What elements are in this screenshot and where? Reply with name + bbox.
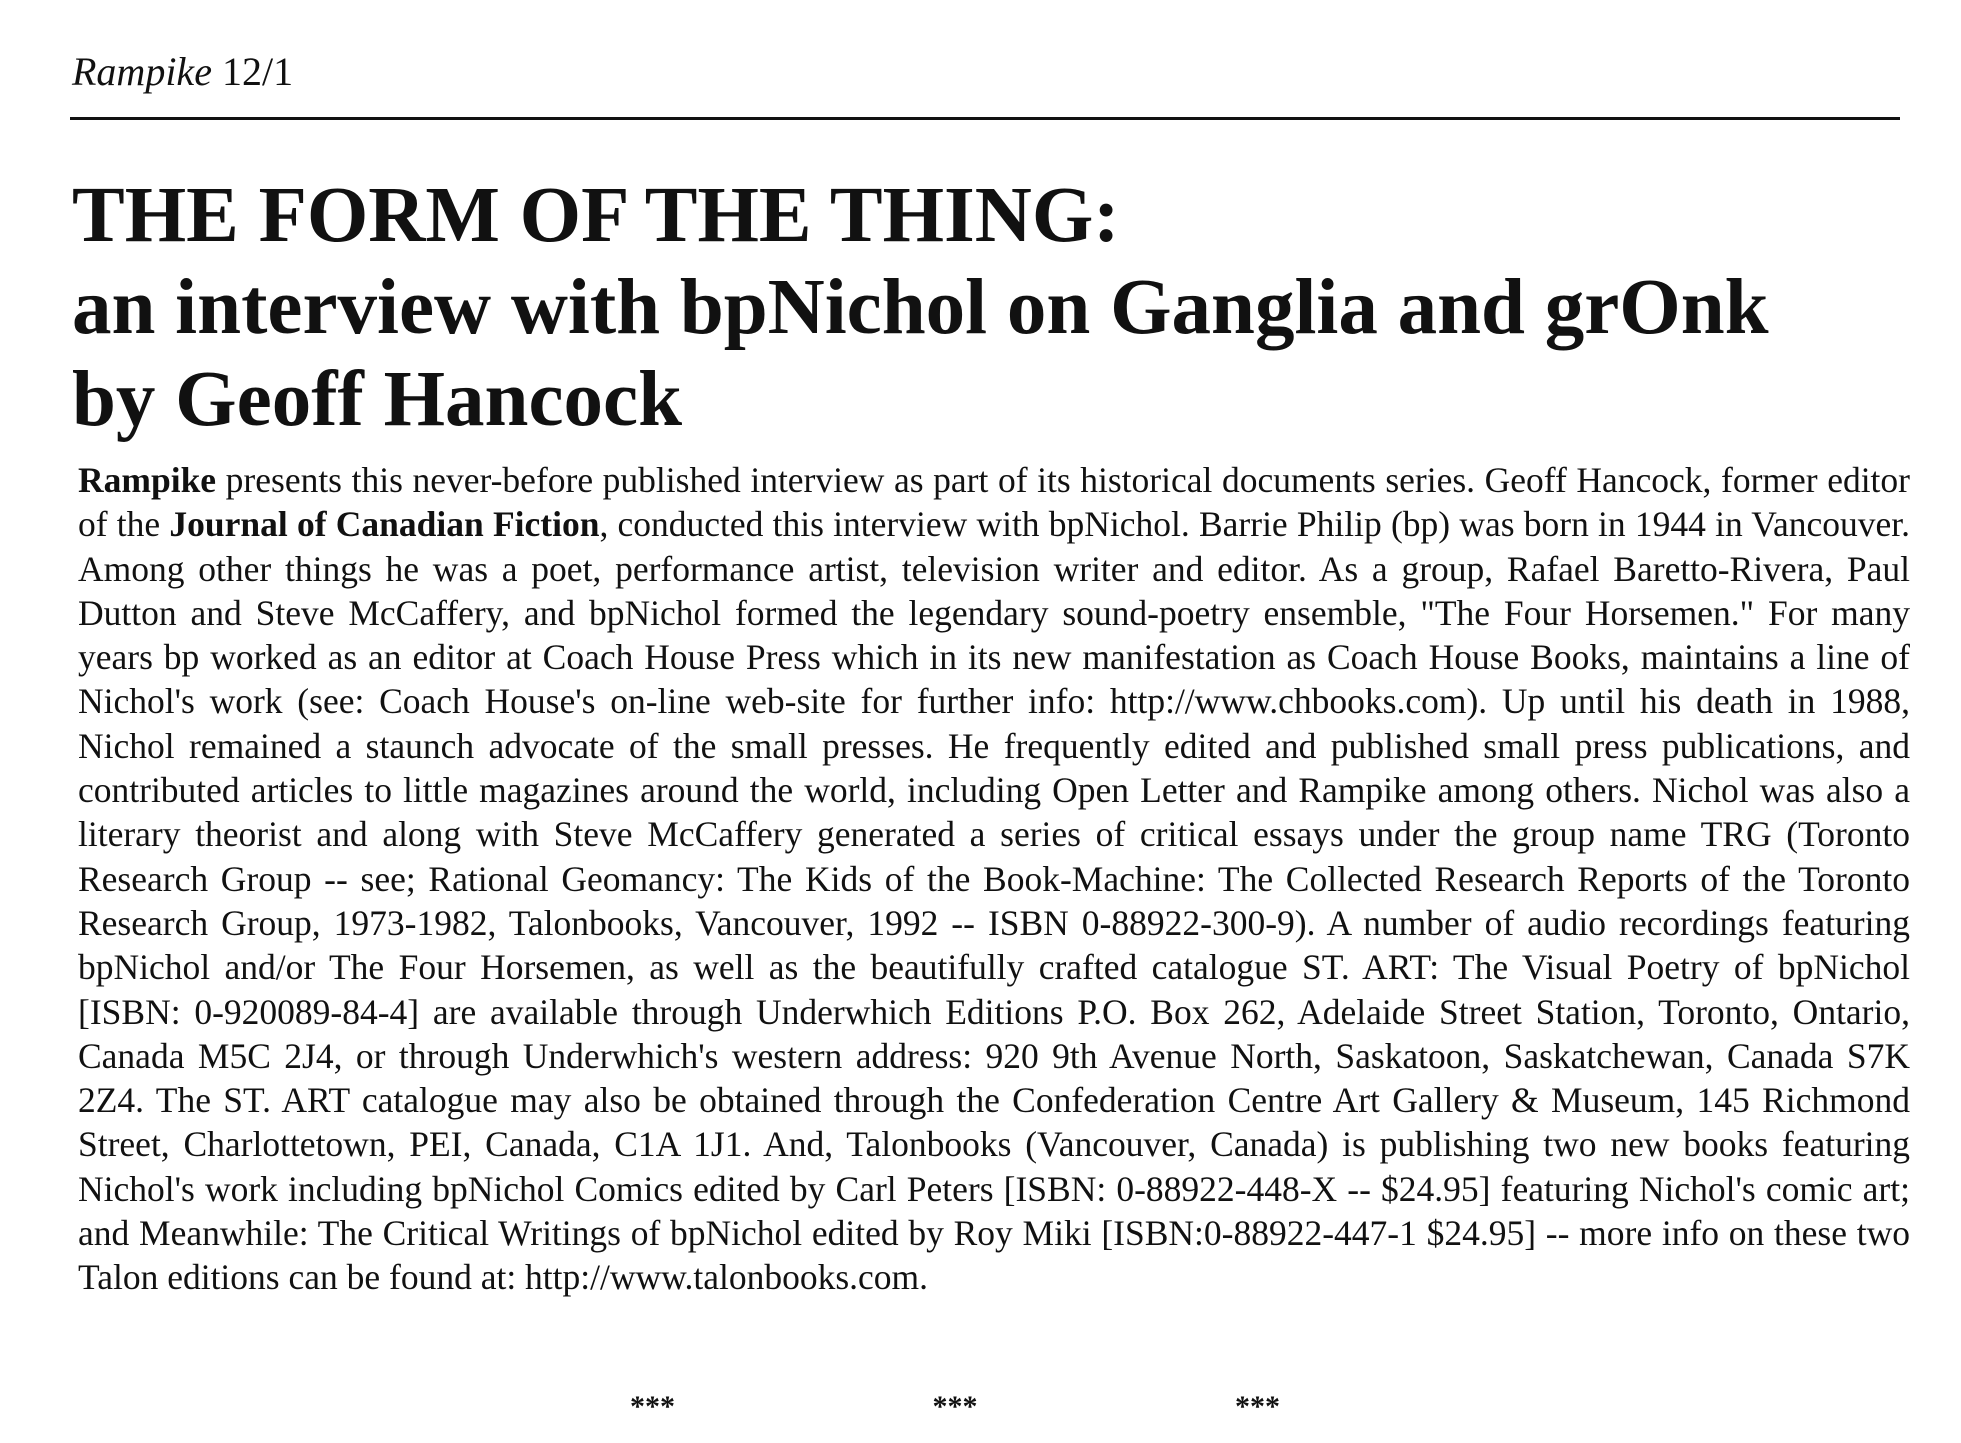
publication-name: Rampike xyxy=(78,460,217,500)
article-title xyxy=(72,170,1912,446)
section-separator xyxy=(630,1392,1280,1422)
intro-text: edited by Carl Peters [ISBN: 0-88922-448-X -- $24.95] featuring Nichol's comic art; and xyxy=(78,1168,1910,1254)
publication-name: Open Letter xyxy=(1052,770,1225,811)
book-title: Meanwhile: The Critical Writings of bpNichol xyxy=(139,1213,803,1254)
title-byline: by Geoff Hancock xyxy=(72,356,683,443)
publication-name: Rampike xyxy=(1298,770,1427,811)
book-title: ST. ART xyxy=(223,1080,350,1121)
intro-text: [ISBN: 0-920089-84-4] are available through Underwhich Editions P.O. Box 262, Adelaide Street Station, Toronto, Ontario, Canada M5C 2J4, or through Underwhich's western address: 920 9th Avenue North, Saskatoon, Saskatchewan, Canada S7K 2Z4. The xyxy=(78,991,1910,1121)
intro-text: presents this never-before published interview as part of its historical documents series. Geoff Hancock, former editor of the xyxy=(78,460,1910,545)
intro-paragraph xyxy=(78,458,1910,1300)
intro-text: edited by Roy Miki [ISBN:0-88922-447-1 $24.95] -- more info on these two Talon editions can be found at: http://www.talonbooks.com. xyxy=(78,1213,1910,1298)
publication-name: Journal of Canadian Fiction xyxy=(169,504,600,545)
intro-text: catalogue may also be obtained through the Confederation Centre Art Gallery & Museum, 145 Richmond Street, Charlottetown, PEI, Canada, C1A 1J1. And, Talonbooks (Vancouver, Canada) is publishing two new books featuring Nichol's work including xyxy=(78,1080,1910,1209)
book-title: bpNichol Comics xyxy=(432,1168,683,1209)
separator-asterisks: *** xyxy=(1235,1390,1280,1423)
header-rule xyxy=(70,117,1900,120)
intro-text: among others. Nichol was also a literary theorist and along with Steve McCaffery generated a series of critical essays under the group name TRG (Toronto Research Group -- see; xyxy=(78,770,1910,899)
separator-asterisks: *** xyxy=(932,1390,978,1423)
intro-text: , conducted this interview with bpNichol. Barrie Philip (bp) was born in 1944 in Vancouver. Among other things he was a poet, performance artist, television writer and editor. As a group, Rafael Baretto-Rivera, Paul Dutton and Steve McCaffery, and bpNichol formed the legendary sound-poetry ensemble, "The Four Horsemen." For many years bp worked as an editor at Coach House Press which in its new manifestation as Coach House Books, maintains a line of Nichol's work (see: Coach House's on-line web-site for further info: http://www.chbooks.com). Up until his death in 1988, Nichol remained a staunch advocate of the small presses. He frequently edited and published small press publications, and contributed articles to little magazines around the world, including xyxy=(78,504,1910,811)
title-subtitle: an interview with bpNichol on Ganglia and grOnk xyxy=(72,264,1769,351)
title-main: THE FORM OF THE THING: xyxy=(72,172,1120,259)
book-title: Rational Geomancy: The Kids of the Book-Machine: The Collected Research Reports of the Toronto Research Group xyxy=(78,858,1910,943)
journal-name: Rampike xyxy=(72,49,212,94)
separator-asterisks: *** xyxy=(630,1390,675,1423)
intro-text: Four Horsemen, as well as the beautifully crafted catalogue xyxy=(384,947,1303,988)
book-title: ST. ART: The Visual Poetry of bpNichol xyxy=(1302,947,1910,988)
running-head xyxy=(72,49,294,94)
intro-text: , 1973-1982, Talonbooks, Vancouver, 1992 -- ISBN 0-88922-300-9). A number of audio recordings featuring bpNichol and/or xyxy=(78,902,1910,988)
intro-text-roman: The xyxy=(328,947,385,988)
intro-text: and xyxy=(1224,770,1299,811)
issue-number: 12/1 xyxy=(221,49,294,94)
